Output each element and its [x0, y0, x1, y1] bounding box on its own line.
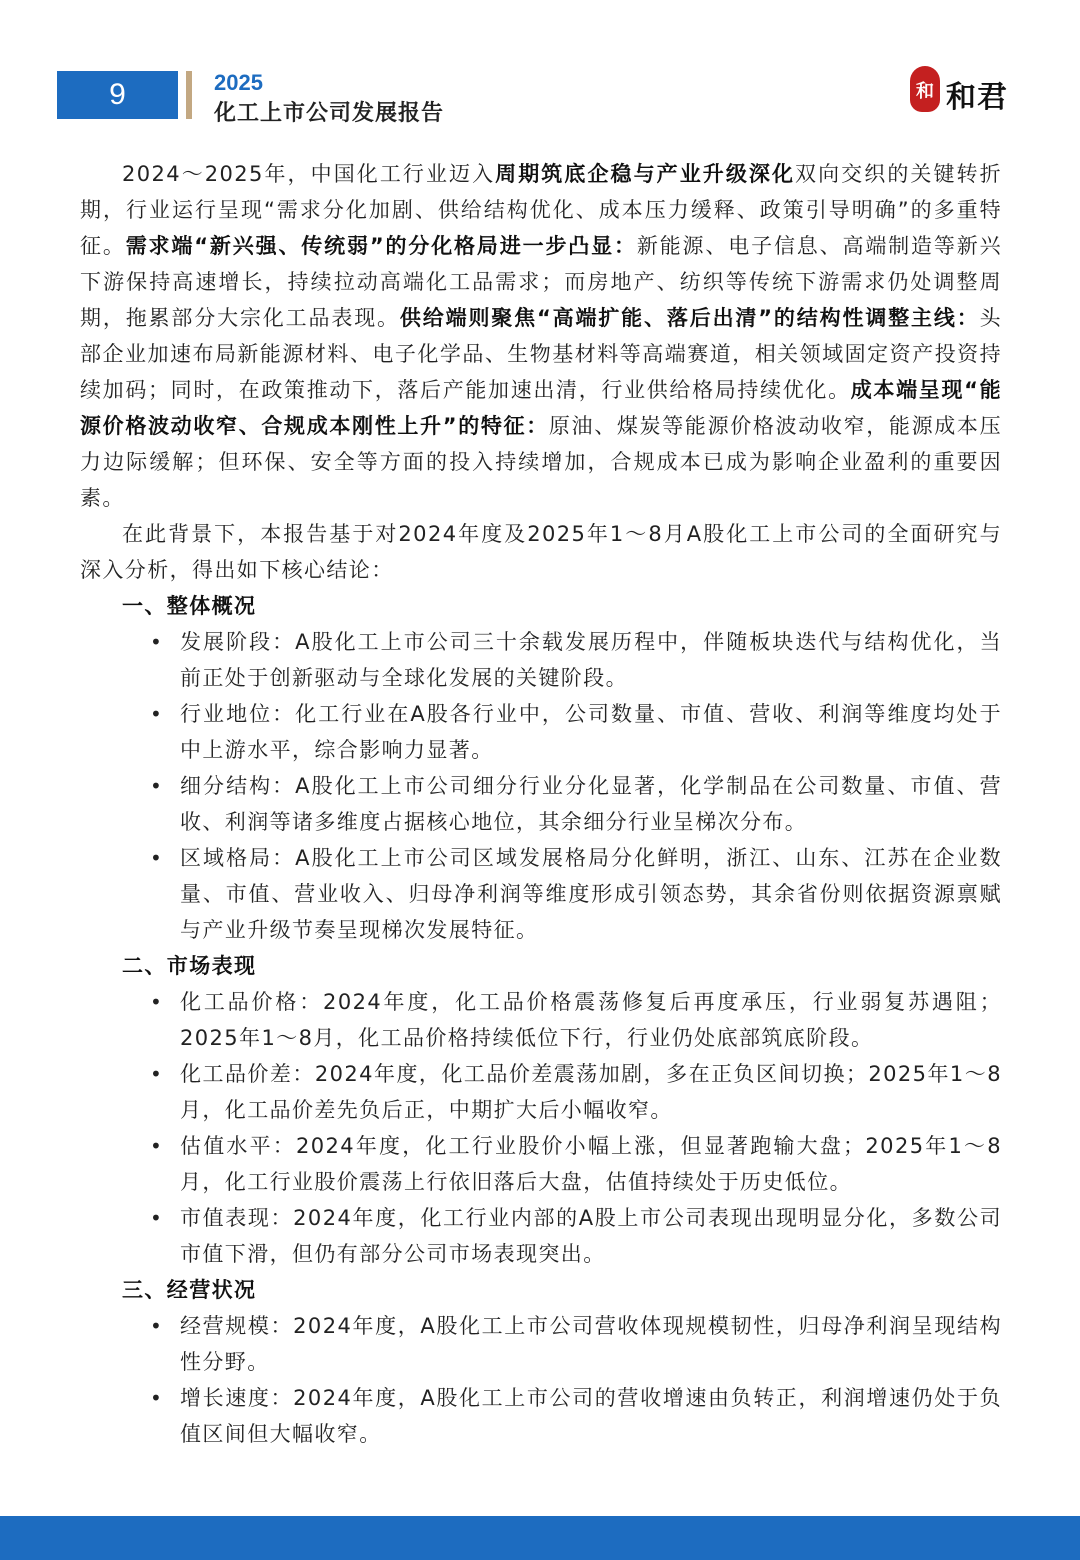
bullet-list	[80, 1308, 1002, 1452]
list-item	[80, 984, 1002, 1056]
paragraph-text: 在此背景下，本报告基于对2024年度及2025年1～8月A股化工上市公司的全面研究与深入分析，得出如下核心结论：	[80, 522, 1002, 582]
list-item	[80, 1056, 1002, 1128]
emphasis-text: 供给端则聚焦“高端扩能、落后出清”的结构性调整主线：	[399, 306, 980, 330]
list-item	[80, 696, 1002, 768]
emphasis-text: 成本端呈现“能源价格波动收窄、合规成本刚性上升”的特征：	[80, 378, 1002, 438]
list-item	[80, 1380, 1002, 1452]
paragraph-text: 原油、煤炭等能源价格波动收窄，能源成本压力边际缓解；但环保、安全等方面的投入持续增加，合规成本已成为影响企业盈利的重要因素。	[80, 414, 1003, 510]
bullet-icon: •	[150, 990, 164, 1014]
body-paragraph	[80, 516, 1002, 588]
bullet-icon: •	[150, 1314, 164, 1338]
bullet-icon: •	[150, 1386, 164, 1410]
report-year: 2025	[214, 70, 263, 95]
page-number: 9	[57, 71, 178, 119]
list-item	[80, 624, 1002, 696]
section-heading: 一、整体概况	[122, 594, 257, 618]
list-item-text: 增长速度：2024年度，A股化工上市公司的营收增速由负转正，利润增速仍处于负值区间但大幅收窄。	[180, 1386, 1002, 1446]
paragraph-text: 新能源、电子信息、高端制造等新兴下游保持高速增长，持续拉动高端化工品需求；而房地产、纺织等传统下游需求仍处调整周期，拖累部分大宗化工品表现。	[80, 234, 1002, 330]
list-item-text: 细分结构：A股化工上市公司细分行业分化显著，化学制品在公司数量、市值、营收、利润等诸多维度占据核心地位，其余细分行业呈梯次分布。	[180, 774, 1002, 834]
body-paragraph	[80, 156, 1002, 516]
bullet-icon: •	[150, 846, 164, 870]
bullet-icon: •	[150, 1206, 164, 1230]
header-divider	[186, 71, 192, 119]
report-title: 化工上市公司发展报告	[214, 101, 445, 126]
seal-char: 和	[916, 81, 934, 102]
list-item	[80, 1200, 1002, 1272]
bullet-list	[80, 984, 1002, 1272]
bullet-icon: •	[150, 630, 164, 654]
logo-text: 和君	[946, 80, 1008, 115]
paragraph-text: 2024～2025年，中国化工行业迈入	[122, 162, 496, 186]
list-item-text: 行业地位：化工行业在A股各行业中，公司数量、市值、营收、利润等维度均处于中上游水平，综合影响力显著。	[180, 702, 1002, 762]
seal-icon	[910, 66, 940, 112]
list-item-text: 区域格局：A股化工上市公司区域发展格局分化鲜明，浙江、山东、江苏在企业数量、市值、营业收入、归母净利润等维度形成引领态势，其余省份则依据资源禀赋与产业升级节奏呈现梯次发展特征。	[180, 846, 1002, 942]
bullet-icon: •	[150, 1134, 164, 1158]
list-item-text: 经营规模：2024年度，A股化工上市公司营收体现规模韧性，归母净利润呈现结构性分野。	[180, 1314, 1002, 1374]
emphasis-text: 需求端“新兴强、传统弱”的分化格局进一步凸显：	[125, 234, 637, 258]
list-item	[80, 1128, 1002, 1200]
list-item-text: 发展阶段：A股化工上市公司三十余载发展历程中，伴随板块迭代与结构优化，当前正处于创新驱动与全球化发展的关键阶段。	[180, 630, 1002, 690]
emphasis-text: 周期筑底企稳与产业升级深化	[495, 162, 796, 186]
section-heading: 二、市场表现	[122, 954, 257, 978]
hejun-logo	[910, 64, 1040, 120]
bullet-icon: •	[150, 702, 164, 726]
footer-bar	[0, 1516, 1080, 1560]
body-content	[80, 156, 1002, 1452]
paragraph-text: 双向交织的关键转折期，行业运行呈现“需求分化加剧、供给结构优化、成本压力缓释、政策引导明确”的多重特征。	[80, 162, 1002, 258]
list-item-text: 化工品价格：2024年度，化工品价格震荡修复后再度承压，行业弱复苏遇阻；2025年1～8月，化工品价格持续低位下行，行业仍处底部筑底阶段。	[180, 990, 1002, 1050]
bullet-list	[80, 624, 1002, 948]
list-item-text: 估值水平：2024年度，化工行业股价小幅上涨，但显著跑输大盘；2025年1～8月，化工行业股价震荡上行依旧落后大盘，估值持续处于历史低位。	[180, 1134, 1002, 1194]
list-item	[80, 1308, 1002, 1380]
paragraph-text: 头部企业加速布局新能源材料、电子化学品、生物基材料等高端赛道，相关领域固定资产投资持续加码；同时，在政策推动下，落后产能加速出清，行业供给格局持续优化。	[80, 306, 1002, 402]
list-item-text: 市值表现：2024年度，化工行业内部的A股上市公司表现出现明显分化，多数公司市值下滑，但仍有部分公司市场表现突出。	[180, 1206, 1002, 1266]
list-item	[80, 840, 1002, 948]
section-heading: 三、经营状况	[122, 1278, 257, 1302]
bullet-icon: •	[150, 1062, 164, 1086]
list-item	[80, 768, 1002, 840]
bullet-icon: •	[150, 774, 164, 798]
list-item-text: 化工品价差：2024年度，化工品价差震荡加剧，多在正负区间切换；2025年1～8月，化工品价差先负后正，中期扩大后小幅收窄。	[180, 1062, 1002, 1122]
